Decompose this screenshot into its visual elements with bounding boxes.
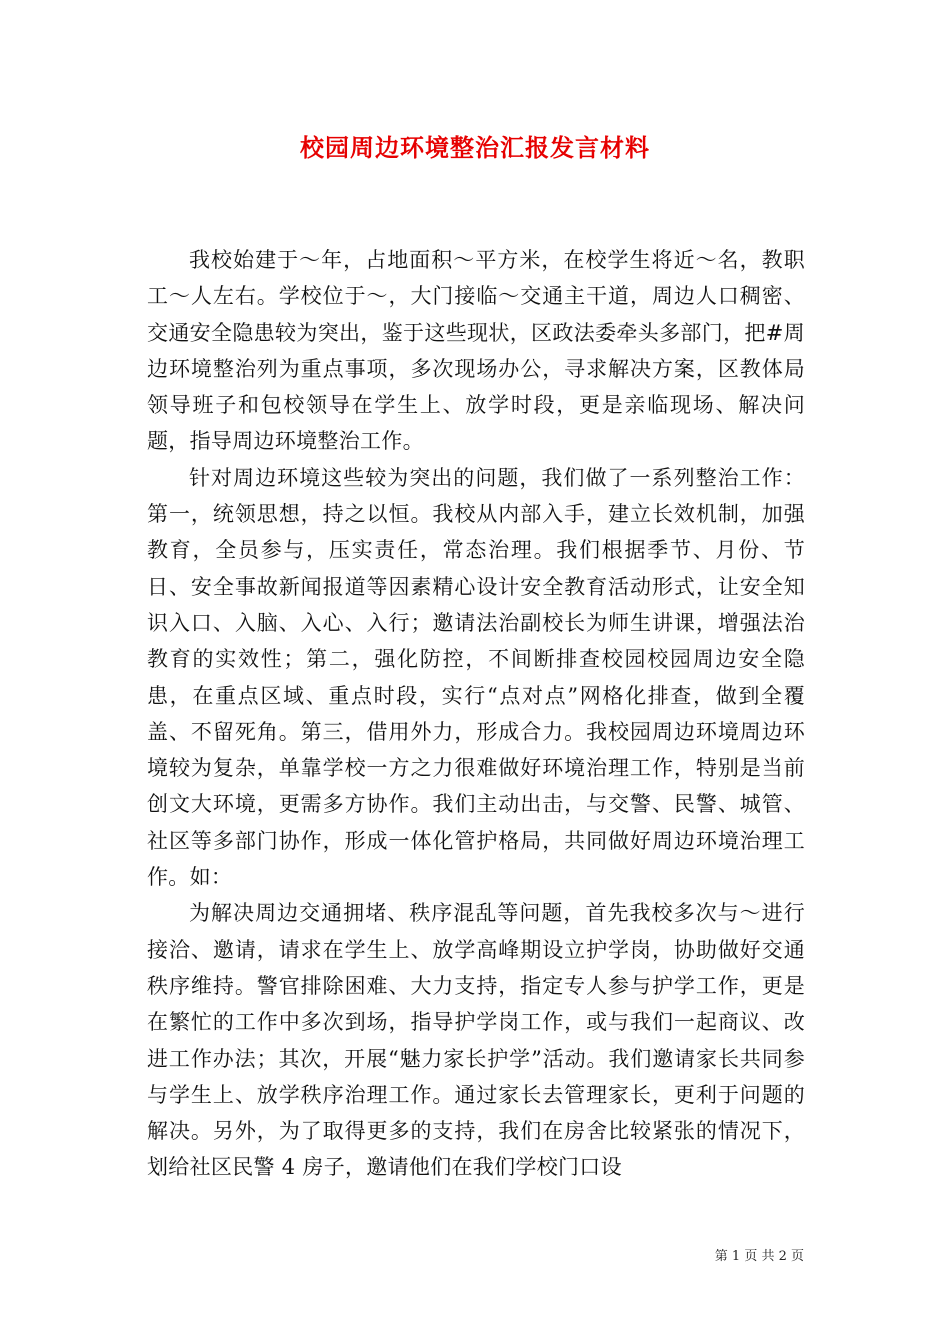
paragraph-3: 为解决周边交通拥堵、秩序混乱等问题，首先我校多次与～进行接洽、邀请，请求在学生上、放学高峰期设立护学岗，协助做好交通秩序维持。警官排除困难、大力支持，指定专人参与护学工作，更是在繁忙的工作中多次到场，指导护学岗工作，或与我们一起商议、改进工作办法；其次，开展“魅力家长护学”活动。我们邀请家长共同参与学生上、放学秩序治理工作。通过家长去管理家长，更利于问题的解决。另外，为了取得更多的支持，我们在房舍比较紧张的情况下，划给社区民警 4 房子，邀请他们在我们学校门口设	[147, 901, 805, 1180]
paragraph-1: 我校始建于～年，占地面积～平方米，在校学生将近～名，教职工～人左右。学校位于～，大门接临～交通主干道，周边人口稠密、交通安全隐患较为突出，鉴于这些现状，区政法委牵头多部门，把#周边环境整治列为重点事项，多次现场办公，寻求解决方案，区教体局领导班子和包校领导在学生上、放学时段，更是亲临现场、解决问题，指导周边环境整治工作。	[147, 248, 805, 454]
document-body	[147, 242, 805, 1186]
paragraph-2: 针对周边环境这些较为突出的问题，我们做了一系列整治工作：第一，统领思想，持之以恒。我校从内部入手，建立长效机制，加强教育，全员参与，压实责任，常态治理。我们根据季节、月份、节日、安全事故新闻报道等因素精心设计安全教育活动形式，让安全知识入口、入脑、入心、入行；邀请法治副校长为师生讲课，增强法治教育的实效性；第二，强化防控，不间断排查校园校园周边安全隐患，在重点区域、重点时段，实行“点对点”网格化排查，做到全覆盖、不留死角。第三，借用外力，形成合力。我校园周边环境周边环境较为复杂，单靠学校一方之力很难做好环境治理工作，特别是当前创文大环境，更需多方协作。我们主动出击，与交警、民警、城管、社区等多部门协作，形成一体化管护格局，共同做好周边环境治理工作。如：	[147, 465, 805, 890]
page-number: 第 1 页 共 2 页	[714, 1249, 804, 1264]
page-title: 校园周边环境整治汇报发言材料	[300, 133, 650, 162]
